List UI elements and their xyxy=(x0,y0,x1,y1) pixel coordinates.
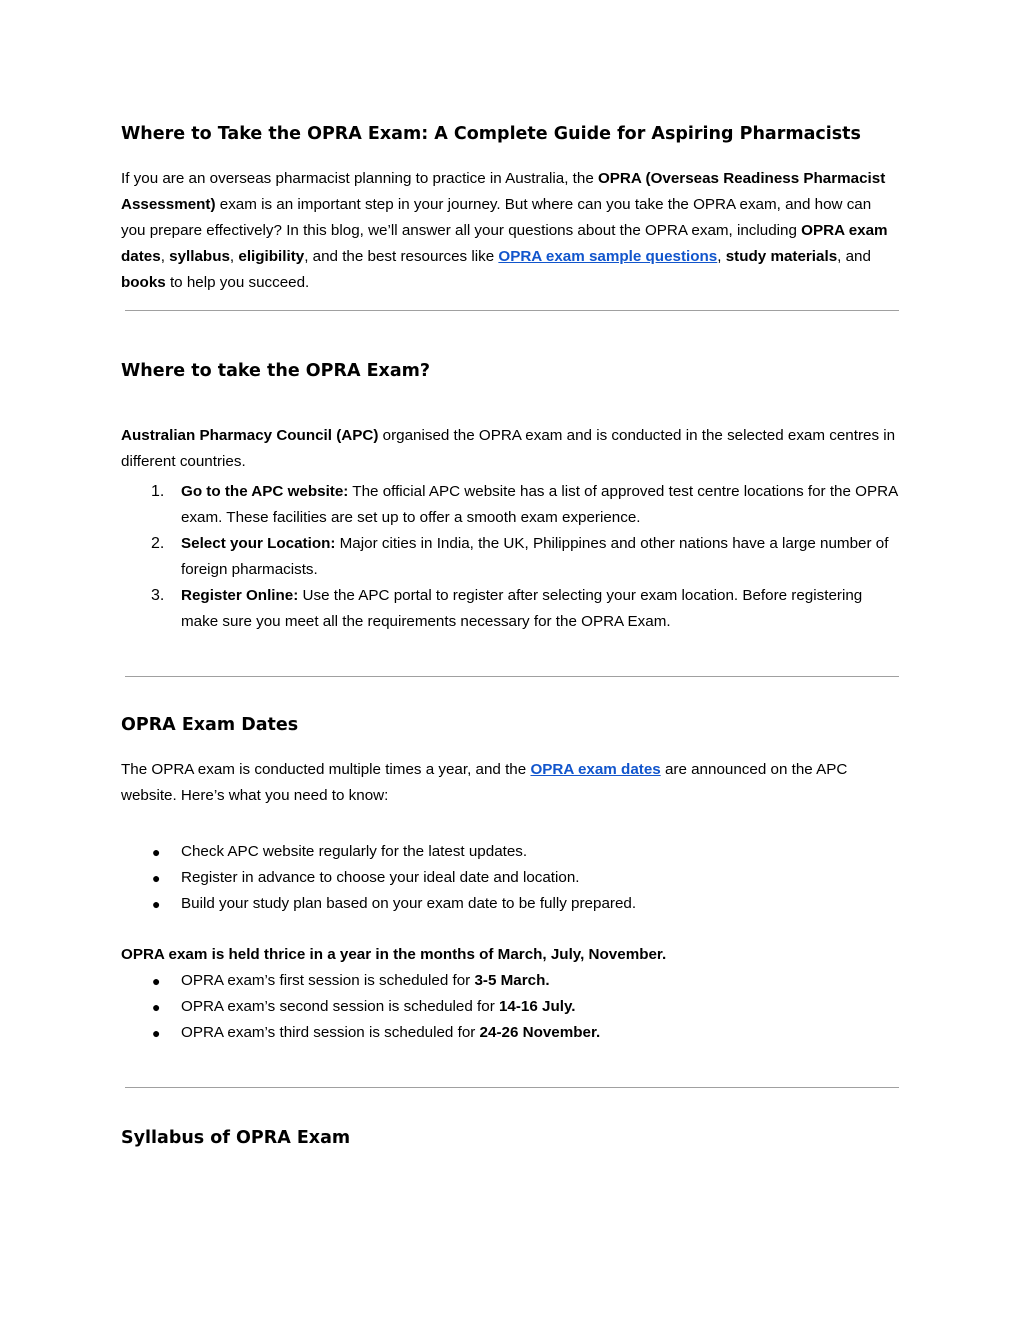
steps-list xyxy=(121,479,899,635)
list-item xyxy=(121,583,899,635)
step-text: The official APC website has a list of approved test centre locations for the OPRA exam. These facilities are set up to offer a smooth exam experience. xyxy=(181,483,898,526)
session-text: OPRA exam’s second session is scheduled for xyxy=(181,998,499,1015)
intro-bold-books: books xyxy=(121,274,166,291)
bullet-icon: ● xyxy=(152,973,161,989)
apc-paragraph xyxy=(121,423,899,475)
section-heading-where: Where to take the OPRA Exam? xyxy=(121,361,431,381)
intro-bold-study-materials: study materials xyxy=(725,248,838,265)
intro-text: to help you succeed. xyxy=(165,274,310,291)
list-item xyxy=(121,968,899,994)
dates-text: The OPRA exam is conducted multiple times a year, and the xyxy=(121,761,531,778)
list-number: 3. xyxy=(151,587,165,604)
intro-text: , xyxy=(229,248,239,265)
exam-dates-link[interactable]: OPRA exam dates xyxy=(530,761,661,778)
intro-bold-dates: OPRA exam dates xyxy=(121,222,888,265)
step-text: Major cities in India, the UK, Philippines and other nations have a large number of foreign pharmacists. xyxy=(181,535,889,578)
list-number: 1. xyxy=(151,483,165,500)
tip-text: Check APC website regularly for the latest updates. xyxy=(181,843,528,860)
section-heading-dates: OPRA Exam Dates xyxy=(121,715,299,735)
intro-text: , xyxy=(717,248,726,265)
apc-text: organised the OPRA exam and is conducted in the selected exam centres in different countries. xyxy=(121,427,896,470)
list-number: 2. xyxy=(151,535,165,552)
list-item xyxy=(121,479,899,531)
bullet-icon: ● xyxy=(152,870,161,886)
step-title: Select your Location: xyxy=(181,535,336,552)
step-title: Go to the APC website: xyxy=(181,483,349,500)
session-date: 14-16 July. xyxy=(498,998,576,1015)
sample-questions-link[interactable]: OPRA exam sample questions xyxy=(498,248,718,265)
section-divider xyxy=(125,676,899,677)
session-text: OPRA exam’s third session is scheduled for xyxy=(181,1024,480,1041)
list-item xyxy=(121,531,899,583)
intro-text: , and xyxy=(837,248,871,265)
list-item xyxy=(121,839,899,865)
page-title: Where to Take the OPRA Exam: A Complete Guide for Aspiring Pharmacists xyxy=(121,124,861,144)
list-item xyxy=(121,891,899,917)
bullet-icon: ● xyxy=(152,896,161,912)
session-date: 24-26 November. xyxy=(479,1024,601,1041)
step-title: Register Online: xyxy=(181,587,299,604)
session-date: 3-5 March. xyxy=(474,972,550,989)
apc-bold: Australian Pharmacy Council (APC) xyxy=(121,427,379,444)
intro-text: , xyxy=(160,248,170,265)
intro-text: exam is an important step in your journey. But where can you take the OPRA exam, and how can you prepare effectively? In this blog, we’ll answer all your questions about the OPRA exam, including xyxy=(121,196,872,239)
session-text: OPRA exam’s first session is scheduled for xyxy=(181,972,475,989)
section-heading-syllabus: Syllabus of OPRA Exam xyxy=(121,1128,351,1148)
intro-bold-opra: OPRA (Overseas Readiness Pharmacist Assessment) xyxy=(121,170,886,213)
tip-text: Register in advance to choose your ideal date and location. xyxy=(181,869,580,886)
step-text: Use the APC portal to register after selecting your exam location. Before registering make sure you meet all the requirements necessary for the OPRA Exam. xyxy=(181,587,863,630)
tip-text: Build your study plan based on your exam date to be fully prepared. xyxy=(181,895,637,912)
tips-list xyxy=(121,839,899,917)
intro-bold-eligibility: eligibility xyxy=(238,248,305,265)
section-divider xyxy=(125,1087,899,1088)
dates-text: are announced on the APC website. Here’s what you need to know: xyxy=(121,761,848,804)
intro-paragraph xyxy=(121,166,899,296)
held-paragraph xyxy=(121,942,899,968)
intro-bold-syllabus: syllabus xyxy=(169,248,230,265)
list-item xyxy=(121,865,899,891)
held-bold: OPRA exam is held thrice in a year in the months of March, July, November. xyxy=(121,946,667,963)
bullet-icon: ● xyxy=(152,1025,161,1041)
intro-text: If you are an overseas pharmacist planning to practice in Australia, the xyxy=(121,170,598,187)
section-divider xyxy=(125,310,899,311)
list-item xyxy=(121,994,899,1020)
bullet-icon: ● xyxy=(152,844,161,860)
bullet-icon: ● xyxy=(152,999,161,1015)
sessions-list xyxy=(121,968,899,1046)
list-item xyxy=(121,1020,899,1046)
dates-paragraph xyxy=(121,757,899,809)
intro-text: , and the best resources like xyxy=(304,248,499,265)
